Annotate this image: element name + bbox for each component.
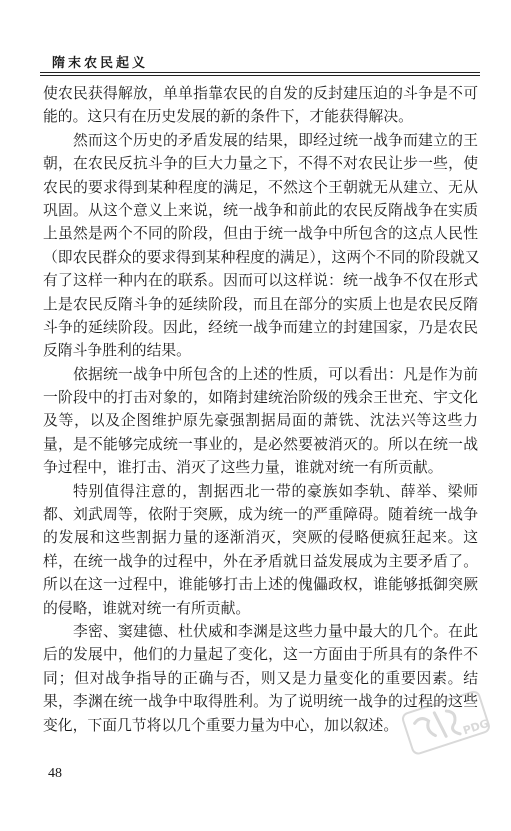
text-line: （即农民群众的要求得到某种程度的满足），这两个不同的阶段就又 <box>43 248 480 266</box>
text-line: 有了这样一种内在的联系。因而可以这样说：统一战争不仅在形式 <box>43 272 478 290</box>
text-line: 使农民获得解放，单单指靠农民的自发的反封建压迫的斗争是不可 <box>43 85 478 102</box>
text-line: 的侵略，谁就对统一有所贡献。 <box>43 599 251 617</box>
text-line: 然而这个历史的矛盾发展的结果，即经过统一战争而建立的王 <box>73 131 478 149</box>
text-line: 所以在这一过程中，谁能够打击上述的傀儡政权，谁能够抵御突厥 <box>43 576 478 594</box>
running-header: 隋末农民起义 <box>52 56 149 71</box>
header-rule-thin <box>40 75 480 76</box>
text-line: 农民的要求得到某种程度的满足，不然这个王朝就无从建立、无从 <box>43 178 478 196</box>
text-line: 一阶段中的打击对象的，如隋封建统治阶级的残余王世充、宇文化 <box>43 389 478 407</box>
text-line: 能的。这只有在历史发展的新的条件下，才能获得解决。 <box>43 108 413 126</box>
text-line: 量，是不能够完成统一事业的，是必然要被消灭的。所以在统一战 <box>43 435 478 453</box>
page-number: 48 <box>48 766 62 781</box>
text-line: 后的发展中，他们的力量起了变化，这一方面由于所具有的条件不 <box>43 646 478 664</box>
text-line: 同；但对战争指导的正确与否，则又是力量变化的重要因素。结 <box>43 669 478 687</box>
text-line: 上是农民反隋斗争的延续阶段，而且在部分的实质上也是农民反隋 <box>43 295 478 313</box>
text-line: 及等，以及企图维护原先豪强割据局面的萧铣、沈法兴等这些力 <box>43 412 478 430</box>
watermark-stamp <box>398 688 493 758</box>
text-line: 斗争的延续阶段。因此，经统一战争而建立的封建国家，乃是农民 <box>43 318 478 336</box>
text-line: 巩固。从这个意义上来说，统一战争和前此的农民反隋战争在实质 <box>43 201 478 219</box>
text-line: 变化，下面几节将以几个重要力量为中心，加以叙述。 <box>43 716 399 734</box>
text-line: 的发展和这些割据力量的逐渐消灭，突厥的侵略便疯狂起来。这 <box>43 529 478 547</box>
text-line: 特别值得注意的，割据西北一带的豪族如李轨、薛举、梁师 <box>73 482 478 500</box>
text-line: 争过程中，谁打击、消灭了这些力量，谁就对统一有所贡献。 <box>43 459 443 477</box>
text-line: 反隋斗争胜利的结果。 <box>43 342 191 360</box>
text-line: 果，李渊在统一战争中取得胜利。为了说明统一战争的过程的这些 <box>43 693 478 711</box>
text-line: 样，在统一战争的过程中，外在矛盾就日益发展成为主要矛盾了。 <box>43 552 478 570</box>
text-line: 上虽然是两个不同的阶段，但由于统一战争中所包含的这点人民性 <box>43 225 478 243</box>
text-line: 朝，在农民反抗斗争的巨大力量之下，不得不对农民让步一些，使 <box>43 155 478 173</box>
text-line: 依据统一战争中所包含的上述的性质，可以看出：凡是作为前 <box>73 365 478 383</box>
text-line: 李密、窦建德、杜伏威和李渊是这些力量中最大的几个。在此 <box>73 622 478 640</box>
header-rule <box>40 72 480 73</box>
watermark-text: PDG <box>461 716 491 738</box>
body-text <box>43 82 478 737</box>
text-line: 都、刘武周等，依附于突厥，成为统一的严重障碍。随着统一战争 <box>43 506 478 524</box>
